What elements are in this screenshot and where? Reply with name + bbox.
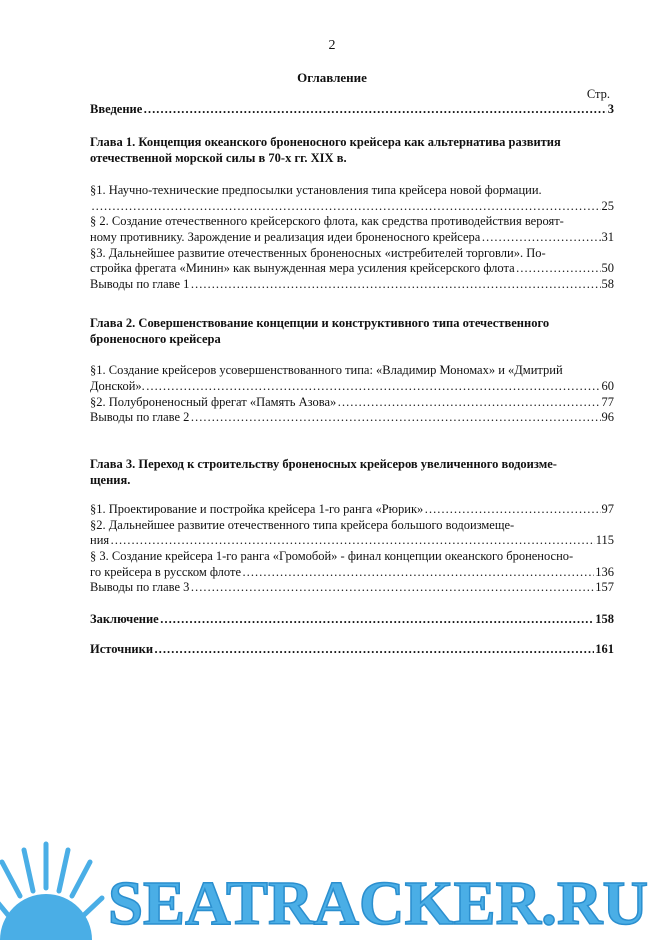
- entry-page: 158: [595, 612, 614, 626]
- entry-page: 97: [601, 502, 614, 516]
- entry-label: Донской».: [90, 379, 145, 393]
- leader-dots: [91, 198, 601, 214]
- entry-label: Выводы по главе 2: [90, 410, 190, 424]
- leader-dots: [143, 101, 606, 117]
- entry-page: 3: [607, 102, 614, 116]
- leader-dots: [160, 611, 595, 627]
- leader-dots: [190, 579, 594, 595]
- toc-entry-ch3-s2[interactable]: [90, 532, 614, 548]
- leader-dots: [110, 532, 595, 548]
- seatracker-logo: [0, 840, 664, 945]
- ch1-section-1-text: §1. Научно-технические предпосылки установления типа крейсера новой формации.: [90, 183, 542, 197]
- toc-entry-ch1-s3[interactable]: [90, 260, 614, 276]
- entry-page: 161: [595, 642, 614, 656]
- watermark: [0, 840, 664, 945]
- entry-label: §2. Полуброненосный фрегат «Память Азова»: [90, 395, 337, 409]
- chapter-1-heading: Глава 1. Концепция океанского броненосного крейсера как альтернатива развития: [90, 135, 561, 149]
- entry-label: Выводы по главе 1: [90, 277, 190, 291]
- toc-entry-ch1-s1[interactable]: [90, 198, 614, 214]
- entry-page: 157: [595, 580, 614, 594]
- entry-page: 136: [595, 565, 614, 579]
- entry-page: 25: [601, 199, 614, 213]
- toc-entry-ch2-s1[interactable]: [90, 378, 614, 394]
- toc-entry-conclusion[interactable]: [90, 611, 614, 627]
- entry-label: Введение: [90, 102, 143, 116]
- toc-entry-intro[interactable]: [90, 101, 614, 117]
- chapter-2-heading: Глава 2. Совершенствование концепции и конструктивного типа отечественного: [90, 316, 550, 330]
- entry-label: Источники: [90, 642, 154, 656]
- entry-label: стройка фрегата «Минин» как вынужденная мера усиления крейсерского флота: [90, 261, 515, 275]
- entry-page: 50: [601, 261, 614, 275]
- leader-dots: [481, 229, 600, 245]
- toc-entry-ch3-s1[interactable]: [90, 501, 614, 517]
- toc-entry-ch2-conclusions[interactable]: [90, 409, 614, 425]
- entry-page: 77: [601, 395, 614, 409]
- toc-entry-sources[interactable]: [90, 641, 614, 657]
- leader-dots: [190, 409, 600, 425]
- page-number: 2: [328, 38, 336, 53]
- leader-dots: [146, 378, 601, 394]
- toc-entry-ch1-s2[interactable]: [90, 229, 614, 245]
- chapter-3-heading-cont: щения.: [90, 473, 131, 487]
- ch3-section-2-text: §2. Дальнейшее развитие отечественного типа крейсера большого водоизмеще-: [90, 518, 515, 532]
- toc-entry-ch3-conclusions[interactable]: [90, 579, 614, 595]
- leader-dots: [424, 501, 600, 517]
- leader-dots: [242, 564, 594, 580]
- leader-dots: [190, 276, 600, 292]
- entry-label: §1. Проектирование и постройка крейсера 1-го ранга «Рюрик»: [90, 502, 424, 516]
- leader-dots: [337, 394, 600, 410]
- page-column-label: Стр.: [586, 87, 610, 101]
- leader-dots: [154, 641, 594, 657]
- toc-entry-ch2-s2[interactable]: [90, 394, 614, 410]
- ch3-section-3-text: § 3. Создание крейсера 1-го ранга «Громобой» - финал концепции океанского броненосно-: [90, 549, 574, 563]
- toc-entry-ch3-s3[interactable]: [90, 564, 614, 580]
- entry-label: Выводы по главе 3: [90, 580, 190, 594]
- entry-label: го крейсера в русском флоте: [90, 565, 241, 579]
- chapter-1-heading-cont: отечественной морской силы в 70-х гг. XIX в.: [90, 151, 347, 165]
- entry-page: 60: [601, 379, 614, 393]
- leader-dots: [516, 260, 601, 276]
- watermark-text: SEATRACKER.RU: [108, 870, 648, 938]
- entry-page: 58: [601, 277, 614, 291]
- chapter-2-heading-cont: броненосного крейсера: [90, 332, 221, 346]
- entry-page: 96: [601, 410, 614, 424]
- ch1-section-2-text: § 2. Создание отечественного крейсерского флота, как средства противодействия вероят-: [90, 214, 564, 228]
- entry-label: ния: [90, 533, 110, 547]
- entry-page: 115: [595, 533, 614, 547]
- entry-page: 31: [601, 230, 614, 244]
- chapter-3-heading: Глава 3. Переход к строительству броненосных крейсеров увеличенного водоизме-: [90, 457, 557, 471]
- toc-entry-ch1-conclusions[interactable]: [90, 276, 614, 292]
- ch1-section-3-text: §3. Дальнейшее развитие отечественных броненосных «истребителей торговли». По-: [90, 246, 546, 260]
- sun-icon: [0, 844, 102, 940]
- ch2-section-1-text: §1. Создание крейсеров усовершенствованного типа: «Владимир Мономах» и «Дмитрий: [90, 363, 563, 377]
- entry-label: Заключение: [90, 612, 159, 626]
- toc-title: Оглавление: [297, 70, 367, 85]
- entry-label: ному противнику. Зарождение и реализация идеи броненосного крейсера: [90, 230, 481, 244]
